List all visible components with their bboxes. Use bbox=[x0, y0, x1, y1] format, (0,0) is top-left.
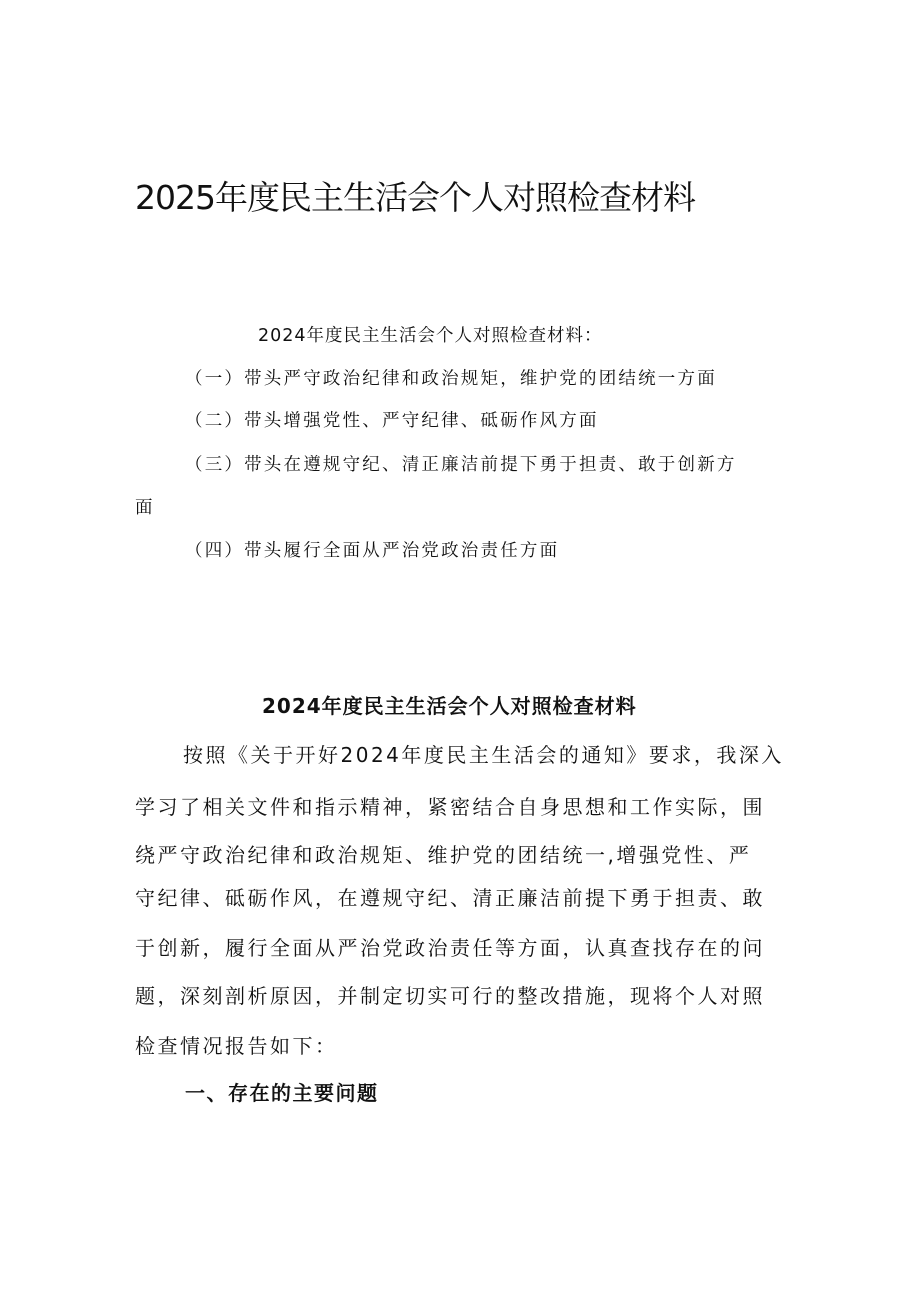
paragraph-line: 绕严守政治纪律和政治规矩、维护党的团结统一,增强党性、严 bbox=[135, 843, 752, 867]
toc-item: （二）带头增强党性、严守纪律、砥砺作风方面 bbox=[185, 411, 599, 431]
paragraph-line: 学习了相关文件和指示精神，紧密结合自身思想和工作实际，围 bbox=[135, 795, 765, 819]
paragraph-line: 检查情况报告如下： bbox=[135, 1034, 338, 1058]
toc-item: （四）带头履行全面从严治党政治责任方面 bbox=[185, 541, 560, 561]
paragraph-line: 按照《关于开好2024年度民主生活会的通知》要求，我深入 bbox=[183, 743, 784, 767]
toc-item: （三）带头在遵规守纪、清正廉洁前提下勇于担责、敢于创新方 bbox=[185, 455, 737, 475]
paragraph-line: 守纪律、砥砺作风，在遵规守纪、清正廉洁前提下勇于担责、敢 bbox=[135, 886, 765, 910]
paragraph-line: 于创新，履行全面从严治党政治责任等方面，认真查找存在的问 bbox=[135, 936, 765, 960]
document-title: 2024年度民主生活会个人对照检查材料 bbox=[262, 694, 637, 718]
paragraph-line: 题，深刻剖析原因，并制定切实可行的整改措施，现将个人对照 bbox=[135, 984, 765, 1008]
toc-item-continuation: 面 bbox=[135, 498, 155, 518]
toc-item: （一）带头严守政治纪律和政治规矩，维护党的团结统一方面 bbox=[185, 369, 717, 389]
toc-heading: 2024年度民主生活会个人对照检查材料： bbox=[258, 326, 603, 346]
main-title: 2025年度民主生活会个人对照检查材料 bbox=[135, 178, 695, 217]
section-heading: 一、存在的主要问题 bbox=[185, 1081, 379, 1105]
